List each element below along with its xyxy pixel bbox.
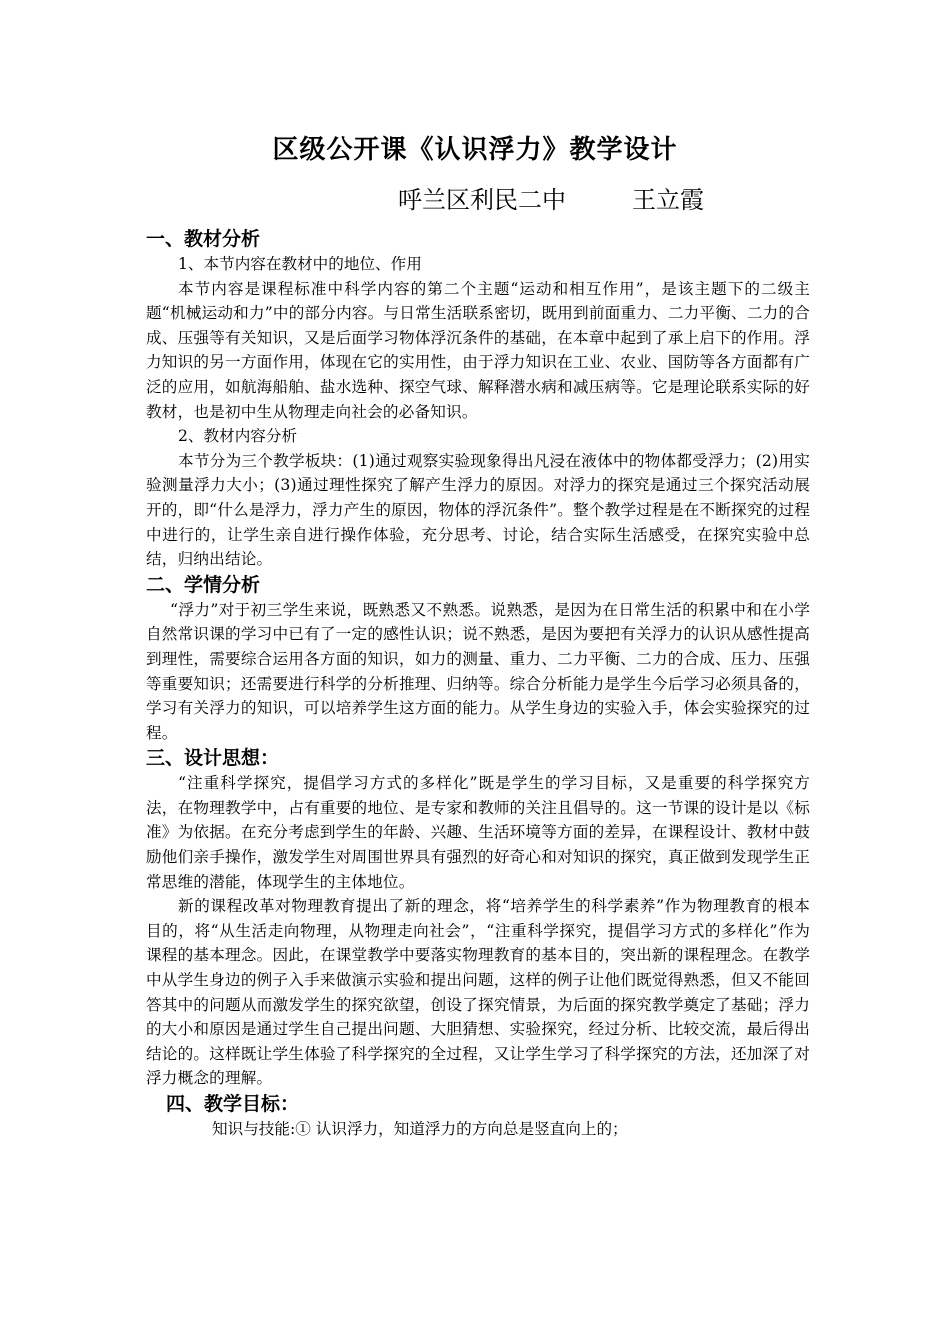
subheading-content-analysis: 2、教材内容分析 xyxy=(178,427,298,446)
subheading-position-role: 1、本节内容在教材中的地位、作用 xyxy=(178,255,422,273)
section-heading-design-idea: 三、设计思想： xyxy=(146,747,280,770)
byline-school: 呼兰区利民二中 xyxy=(398,186,566,214)
section-heading-student-analysis: 二、学情分析 xyxy=(146,573,261,596)
section-heading-teaching-goals: 四、教学目标： xyxy=(166,1093,300,1115)
paragraph-position-role: 本节内容是课程标准中科学内容的第二个主题“运动和相互作用”，是该主题下的二级主题“机械运动和力”中的部分内容。与日常生活联系密切，既用到前面重力、二力平衡、二力的合成、压强等有关知识，又是后面学习物体浮沉条件的基础，在本章中起到了承上启下的作用。浮力知识的另一方面作用，体现在它的实用性，由于浮力知识在工业、农业、国防等各方面都有广泛的应用，如航海船舶、盐水选种、探空气球、解释潜水病和减压病等。它是理论联系实际的好教材，也是初中生从物理走向社会的必备知识。 xyxy=(146,279,810,421)
document-title: 区级公开课《认识浮力》教学设计 xyxy=(272,135,678,165)
section-heading-textbook-analysis: 一、教材分析 xyxy=(146,228,261,250)
paragraph-design-idea-2: 新的课程改革对物理教育提出了新的理念，将“培养学生的科学素养”作为物理教育的根本目的，将“从生活走向物理，从物理走向社会”，“注重科学探究，提倡学习方式的多样化”作为课程的基本理念。因此，在课堂教学中要落实物理教育的基本目的，突出新的课程理念。在教学中从学生身边的例子入手来做演示实验和提出问题，这样的例子让他们既觉得熟悉，但又不能回答其中的问题从而激发学生的探究欲望，创设了探究情景，为后面的探究教学奠定了基础；浮力的大小和原因是通过学生自己提出问题、大胆猜想、实验探究，经过分析、比较交流，最后得出结论的。这样既让学生体验了科学探究的全过程，又让学生学习了科学探究的方法，还加深了对浮力概念的理解。 xyxy=(146,897,810,1088)
document-body xyxy=(146,226,810,1142)
goal-knowledge-skills: 知识与技能:① 认识浮力，知道浮力的方向总是竖直向上的； xyxy=(212,1120,628,1138)
paragraph-content-analysis: 本节分为三个教学板块：(1)通过观察实验现象得出凡浸在液体中的物体都受浮力；(2)用实验测量浮力大小；(3)通过理性探究了解产生浮力的原因。对浮力的探究是通过三个探究活动展开的，即“什么是浮力，浮力产生的原因，物体的浮沉条件”。整个教学过程是在不断探究的过程中进行的，让学生亲自进行操作体验，充分思考、讨论，结合实际生活感受，在探究实验中总结，归纳出结论。 xyxy=(146,451,810,569)
paragraph-design-idea-1: “注重科学探究，提倡学习方式的多样化”既是学生的学习目标，又是重要的科学探究方法，在物理教学中，占有重要的地位、是专家和教师的关注且倡导的。这一节课的设计是以《标准》为依据。在充分考虑到学生的年龄、兴趣、生活环境等方面的差异，在课程设计、教材中鼓励他们亲手操作，激发学生对周围世界具有强烈的好奇心和对知识的探究，真正做到发现学生正常思维的潜能，体现学生的主体地位。 xyxy=(146,774,810,891)
paragraph-student-analysis: “浮力”对于初三学生来说，既熟悉又不熟悉。说熟悉，是因为在日常生活的积累中和在小学自然常识课的学习中已有了一定的感性认识；说不熟悉，是因为要把有关浮力的认识从感性提高到理性，需要综合运用各方面的知识，如力的测量、重力、二力平衡、二力的合成、压力、压强等重要知识；还需要进行科学的分析推理、归纳等。综合分析能力是学生今后学习必须具备的，学习有关浮力的知识，可以培养学生这方面的能力。从学生身边的实验入手，体会实验探究的过程。 xyxy=(146,600,810,742)
byline xyxy=(398,184,704,216)
byline-author: 王立霞 xyxy=(632,186,704,214)
